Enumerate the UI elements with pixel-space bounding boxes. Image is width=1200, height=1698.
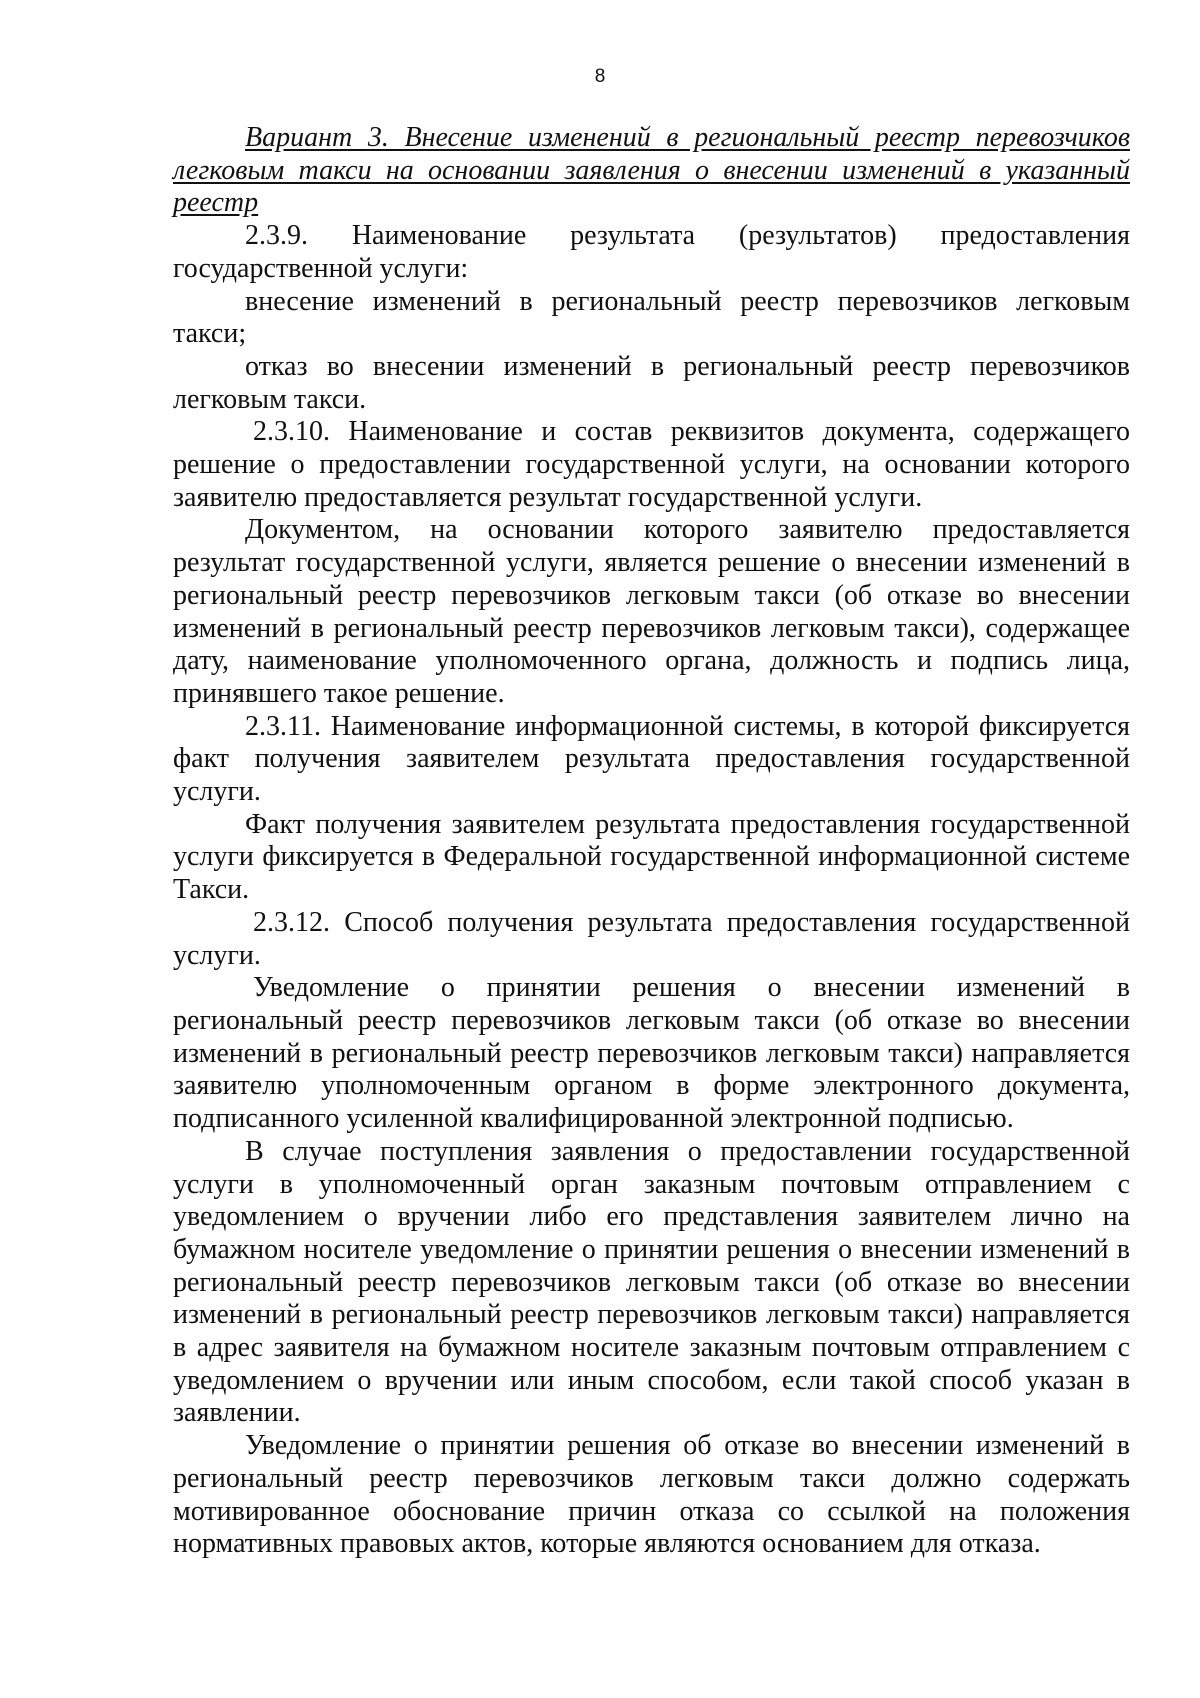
list-item-result-2: отказ во внесении изменений в региональный реестр перевозчиков легковым такси. [173, 350, 1130, 415]
paragraph-2-3-12: 2.3.12. Способ получения результата предоставления государственной услуги. [173, 906, 1130, 971]
paragraph-2-3-9: 2.3.9. Наименование результата (результатов) предоставления государственной услуги: [173, 220, 1130, 284]
paragraph-2-3-10: 2.3.10. Наименование и состав реквизитов документа, содержащего решение о предоставлении государственной услуги, на основании которого заявителю предоставляется результат государственной услуги. [173, 416, 1130, 513]
paragraph-document-description: Документом, на основании которого заявителю предоставляется результат государственной услуги, является решение о внесении изменений в региональный реестр перевозчиков легковым такси (об отказе во внесении изменений в региональный реестр перевозчиков легковым такси), содержащее дату, наименование уполномоченного органа, должность и подпись лица, принявшего такое решение. [173, 514, 1130, 709]
section-heading: Вариант 3. Внесение изменений в региональный реестр перевозчиков легковым такси на основании заявления о внесении изменений в указанный реестр [173, 122, 1130, 219]
page-number: 8 [594, 66, 606, 87]
paragraph-notification-paper: В случае поступления заявления о предоставлении государственной услуги в уполномоченный орган заказным почтовым отправлением с уведомлением о вручении либо его представления заявителем лично на бумажном носителе уведомление о принятии решения о внесении изменений в региональный реестр перевозчиков легковым такси (об отказе во внесении изменений в региональный реестр перевозчиков легковым такси) направляется в адрес заявителя на бумажном носителе заказным почтовым отправлением с уведомлением о вручении или иным способом, если такой способ указан в заявлении. [173, 1135, 1130, 1429]
paragraph-refusal-notification: Уведомление о принятии решения об отказе во внесении изменений в региональный реестр перевозчиков легковым такси должно содержать мотивированное обоснование причин отказа со ссылкой на положения нормативных правовых актов, которые являются основанием для отказа. [173, 1430, 1130, 1560]
paragraph-fact-fixation: Факт получения заявителем результата предоставления государственной услуги фиксируется в Федеральной государственной информационной системе Такси. [173, 808, 1130, 906]
document-body [173, 122, 1130, 1561]
list-item-result-1: внесение изменений в региональный реестр перевозчиков легковым такси; [173, 285, 1130, 350]
paragraph-notification-electronic: Уведомление о принятии решения о внесении изменений в региональный реестр перевозчиков легковым такси (об отказе во внесении изменений в региональный реестр перевозчиков легковым такси) направляется заявителю уполномоченным органом в форме электронного документа, подписанного усиленной квалифицированной электронной подписью. [173, 972, 1130, 1135]
paragraph-2-3-11: 2.3.11. Наименование информационной системы, в которой фиксируется факт получения заявителем результата предоставления государственной услуги. [173, 710, 1130, 808]
